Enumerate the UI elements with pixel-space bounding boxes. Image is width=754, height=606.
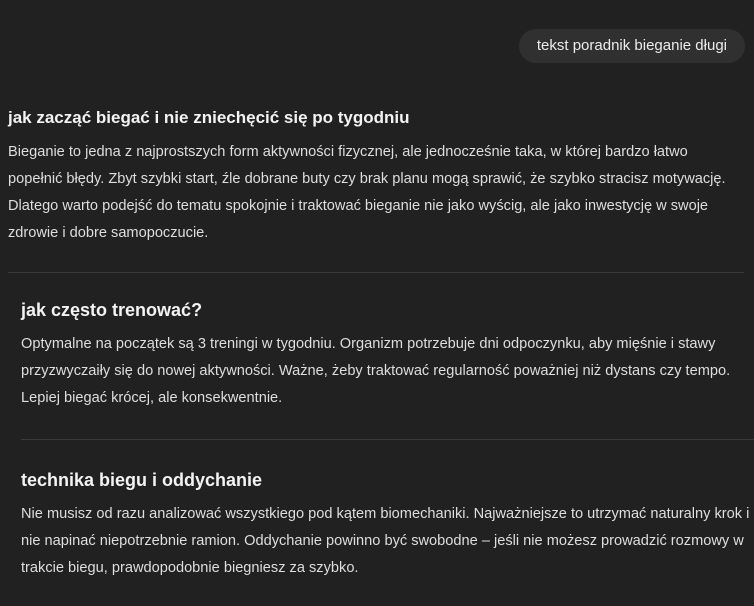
section-divider — [21, 439, 754, 440]
user-message-bubble: tekst poradnik bieganie długi — [519, 29, 745, 63]
section-divider — [8, 272, 744, 273]
section-paragraph: Nie musisz od razu analizować wszystkiego pod kątem biomechaniki. Najważniejsze to utrzymać naturalny krok i nie napinać niepotrzebnie ramion. Oddychanie powinno być swobodne – jeśli nie możesz prowadzić rozmowy w trakcie biegu, prawdopodobnie biegniesz za szybko. — [21, 506, 750, 576]
response-section-technique — [0, 468, 754, 582]
response-section-intro — [0, 106, 754, 247]
section-paragraph: Bieganie to jedna z najprostszych form aktywności fizycznej, ale jednocześnie taka, w której bardzo łatwo popełnić błędy. Zbyt szybki start, źle dobrane buty czy brak planu mogą sprawić, że szybko stracisz motywację. Dlatego warto podejść do tematu spokojnie i traktować bieganie nie jako wyścig, ale jako inwestycję w swoje zdrowie i dobre samopoczucie. — [8, 144, 726, 241]
section-heading: jak często trenować? — [21, 300, 203, 320]
section-heading: technika biegu i oddychanie — [21, 470, 263, 490]
response-section-frequency — [0, 298, 754, 412]
section-paragraph: Optymalne na początek są 3 treningi w tygodniu. Organizm potrzebuje dni odpoczynku, aby mięśnie i stawy przyzwyczaiły się do nowej aktywności. Ważne, żeby traktować regularność poważniej niż dystans czy tempo. Lepiej biegać krócej, ale konsekwentnie. — [21, 336, 731, 406]
section-heading: jak zacząć biegać i nie zniechęcić się po tygodniu — [8, 108, 410, 127]
